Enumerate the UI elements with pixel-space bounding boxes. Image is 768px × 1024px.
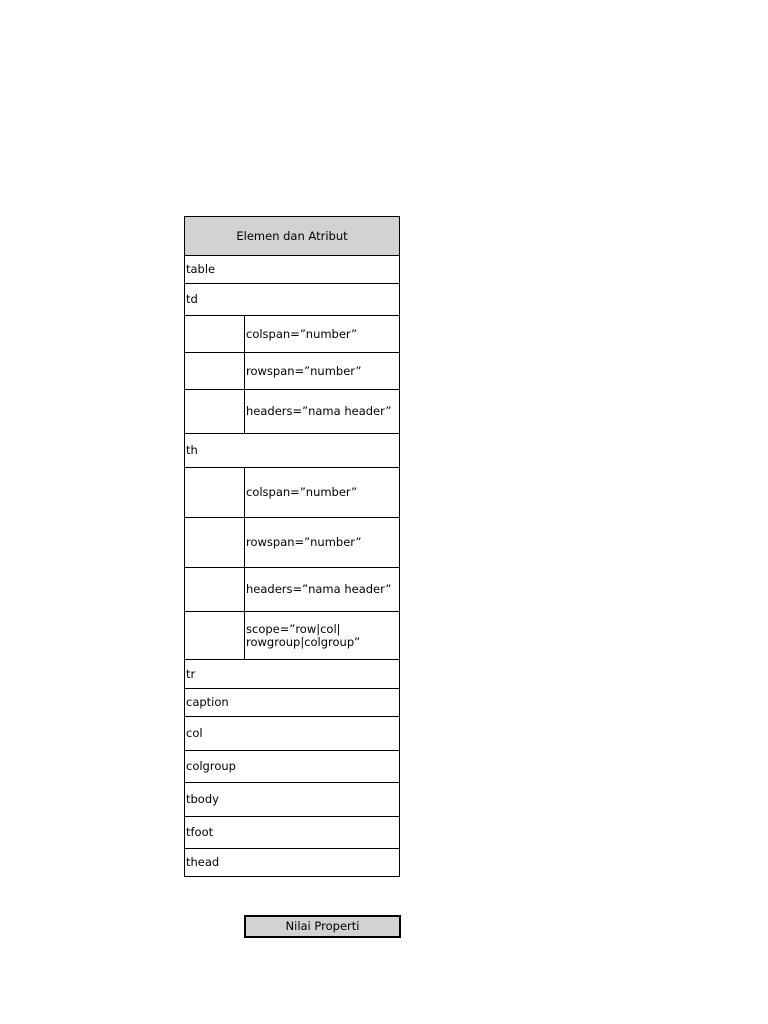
attribute-cell: colspan=”number” <box>245 316 400 353</box>
attribute-cell: headers=”nama header” <box>245 390 400 434</box>
table-row <box>185 518 400 568</box>
element-cell: tfoot <box>185 817 400 849</box>
indent-cell <box>185 568 245 612</box>
attribute-cell: headers=”nama header” <box>245 568 400 612</box>
table-row <box>185 689 400 717</box>
table-row <box>185 660 400 689</box>
table-row <box>185 717 400 751</box>
attribute-cell: rowspan=”number” <box>245 353 400 390</box>
table-row <box>185 353 400 390</box>
indent-cell <box>185 353 245 390</box>
elements-attributes-table <box>184 216 400 877</box>
table-row <box>185 783 400 817</box>
element-cell: tr <box>185 660 400 689</box>
indent-cell <box>185 468 245 518</box>
indent-cell <box>185 390 245 434</box>
element-cell: caption <box>185 689 400 717</box>
element-cell: th <box>185 434 400 468</box>
nilai-properti-header: Nilai Properti <box>244 915 401 938</box>
indent-cell <box>185 316 245 353</box>
table-row <box>185 568 400 612</box>
table-row <box>185 817 400 849</box>
table-header: Elemen dan Atribut <box>185 217 400 256</box>
element-cell: colgroup <box>185 751 400 783</box>
element-cell: table <box>185 256 400 284</box>
element-cell: td <box>185 284 400 316</box>
attribute-cell: rowspan=”number” <box>245 518 400 568</box>
table-row <box>185 316 400 353</box>
attribute-cell: scope=”row|col| rowgroup|colgroup” <box>245 612 400 660</box>
element-cell: col <box>185 717 400 751</box>
table-row <box>185 612 400 660</box>
attribute-cell: colspan=”number” <box>245 468 400 518</box>
table-header-row <box>185 217 400 256</box>
table-row <box>185 390 400 434</box>
table-row <box>185 468 400 518</box>
table-row <box>185 284 400 316</box>
indent-cell <box>185 518 245 568</box>
table-row <box>185 256 400 284</box>
element-cell: thead <box>185 849 400 877</box>
table-row <box>185 434 400 468</box>
element-cell: tbody <box>185 783 400 817</box>
indent-cell <box>185 612 245 660</box>
table-row <box>185 751 400 783</box>
table-row <box>185 849 400 877</box>
